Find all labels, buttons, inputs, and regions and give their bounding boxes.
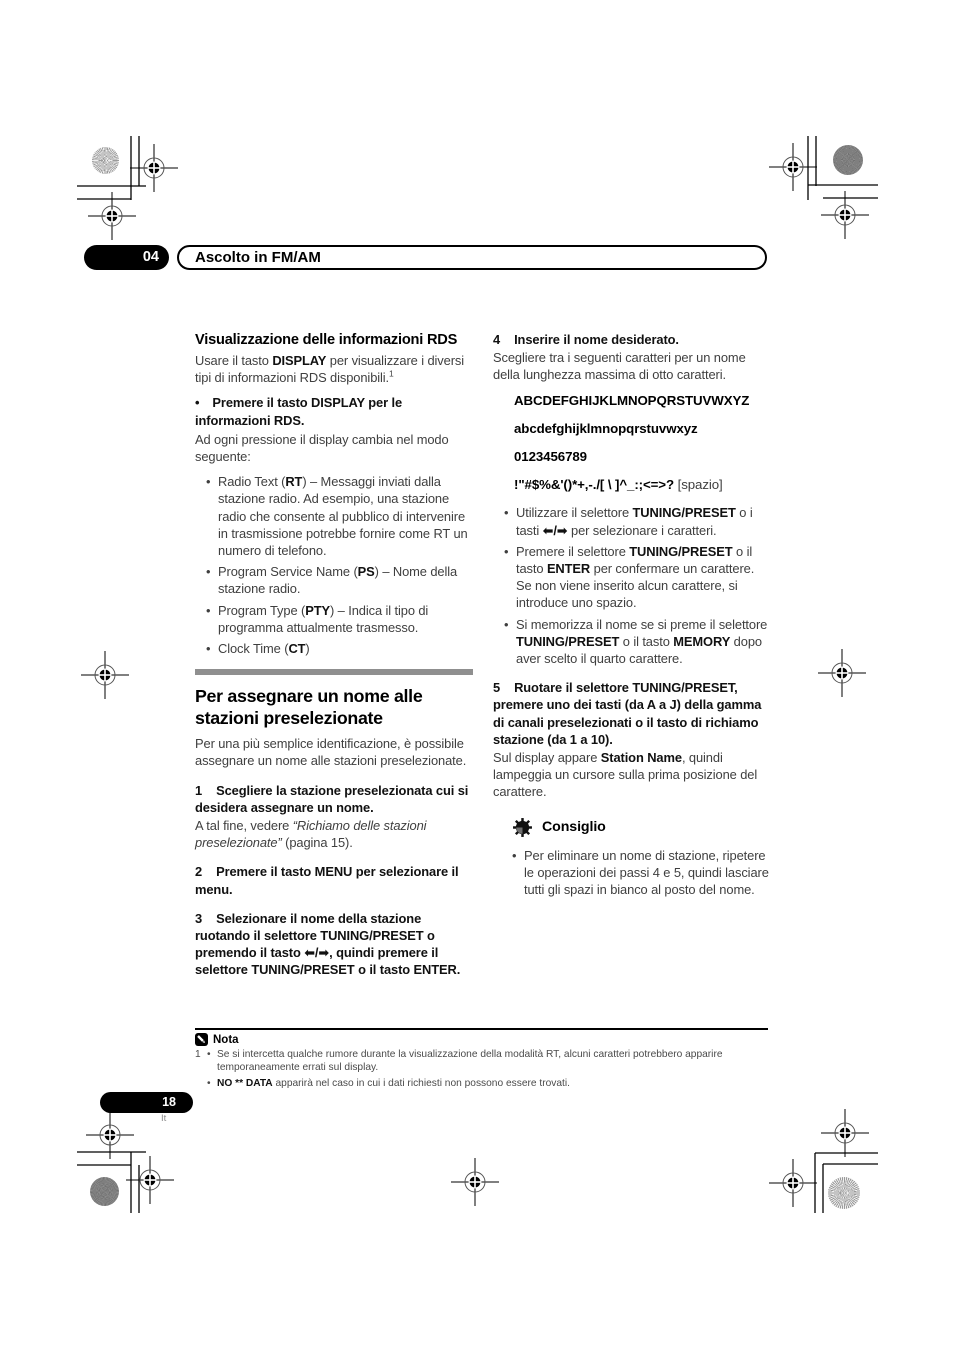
step-2-title: 2 Premere il tasto MENU per selezionare il menu. xyxy=(195,864,459,897)
registration-mark xyxy=(451,1158,499,1206)
charset-uppercase: ABCDEFGHIJKLMNOPQRSTUVWXYZ xyxy=(514,392,750,408)
naming-intro: Per una più semplice identificazione, è possibile assegnare un nome alle stazioni preselezionate. xyxy=(195,736,467,769)
language-label: It xyxy=(161,1113,167,1124)
charset-symbols: !"#$%&'()*+,-./[ \ ]^_:;<=>? [spazio] xyxy=(514,477,723,493)
registration-mark xyxy=(86,1111,134,1159)
page-number: 18 xyxy=(162,1095,176,1109)
note-label: Nota xyxy=(213,1033,239,1046)
step-1-body: A tal fine, vedere “Richiamo delle stazioni preselezionate” (pagina 15). xyxy=(195,818,427,851)
tip-heading: Consiglio xyxy=(542,818,606,835)
arrow-keys-icon: ⬅/➡ xyxy=(542,522,568,538)
footnote-reference: 1 xyxy=(389,368,394,379)
naming-section-heading: Per assegnare un nome alle stazioni preselezionate xyxy=(195,686,423,729)
charset-lowercase: abcdefghijklmnopqrstuvwxyz xyxy=(514,420,698,436)
tip-text: • Per eliminare un nome di stazione, ripetere le operazioni dei passi 4 e 5, quindi lasciare tutti gli spazi in bianco al posto del nome. xyxy=(512,847,771,899)
step-3-title: 3 Selezionare il nome della stazione ruotando il selettore TUNING/PRESET o premendo il tasto ⬅/➡, quindi premere il selettore TUNING/PRESET o il tasto ENTER. xyxy=(195,910,461,978)
rds-section-heading: Visualizzazione delle informazioni RDS xyxy=(195,332,458,348)
registration-mark xyxy=(821,191,869,239)
chapter-title-box xyxy=(177,245,767,270)
footnote-bullet xyxy=(207,1048,217,1075)
entry-instruction-item: • Utilizzare il selettore TUNING/PRESET o i tasti ⬅/➡ per selezionare i caratteri. xyxy=(504,504,771,538)
step-number: 5 xyxy=(493,680,501,696)
space-label: [spazio] xyxy=(677,477,723,493)
registration-mark xyxy=(769,143,817,191)
chapter-number: 04 xyxy=(142,249,159,265)
display-cycle-note: Ad ogni pressione il display cambia nel modo seguente: xyxy=(195,431,449,465)
footnote-number: 1 xyxy=(195,1049,201,1060)
registration-mark xyxy=(130,144,178,192)
tip-section xyxy=(493,817,771,899)
step-4-body: Scegliere tra i seguenti caratteri per un nome della lunghezza massima di otto caratteri. xyxy=(493,350,746,383)
character-set-list xyxy=(493,392,771,494)
rds-type-list xyxy=(195,473,473,657)
rds-type-item-rt: • Radio Text (RT) – Messaggi inviati dalla stazione radio. Ad esempio, una stazione radio che consente al pubblico di intervenire in trasmissione potrebbe fornire come RT un numero di telefono. xyxy=(206,473,473,559)
rds-intro: Usare il tasto DISPLAY per visualizzare i diversi tipi di informazioni RDS disponibili.$^1$ xyxy=(195,353,465,386)
chapter-number-badge xyxy=(84,245,169,270)
step-5-title: 5 Ruotare il selettore TUNING/PRESET, premere uno dei tasti (da A a J) della gamma di canali preselezionati o il tasto di richiamo stazione (da 1 a 10). xyxy=(493,680,762,747)
step-number: 1 xyxy=(195,782,203,798)
halftone-dot-top-left xyxy=(92,147,119,174)
rds-type-item-ct: • Clock Time (CT) xyxy=(206,640,473,657)
registration-mark xyxy=(126,1156,174,1204)
left-column xyxy=(195,331,473,980)
footnote-bullet xyxy=(207,1077,217,1090)
note-section xyxy=(195,1028,768,1090)
step-5-body: Sul display appare Station Name, quindi lampeggia un cursore sulla prima posizione del carattere. xyxy=(493,750,758,800)
chapter-title: Ascolto in FM/AM xyxy=(195,249,321,266)
entry-instruction-item: • Premere il selettore TUNING/PRESET o il tasto ENTER per confermare un carattere. Se non viene inserito alcun carattere, si introduce uno spazio. xyxy=(504,543,771,612)
pencil-note-icon xyxy=(195,1033,208,1046)
entry-instruction-list xyxy=(493,504,771,667)
step-number: 4 xyxy=(493,332,501,347)
section-divider xyxy=(195,669,473,675)
halftone-dot-bottom-left xyxy=(90,1177,119,1206)
registration-mark xyxy=(81,651,129,699)
right-column xyxy=(493,331,771,902)
press-display-action: • Premere il tasto DISPLAY per le informazioni RDS. xyxy=(195,394,473,428)
rds-type-item-ps: • Program Service Name (PS) – Nome della stazione radio. xyxy=(206,563,473,597)
gear-icon xyxy=(512,817,533,838)
note-rule xyxy=(195,1028,768,1030)
halftone-dot-bottom-right xyxy=(828,1177,860,1209)
halftone-dot-top-right xyxy=(833,145,863,175)
page-number-badge xyxy=(100,1092,193,1113)
entry-instruction-item: • Si memorizza il nome se si preme il selettore TUNING/PRESET o il tasto MEMORY dopo aver scelto il quarto carattere. xyxy=(504,616,771,668)
footnote-2: • NO ** DATA apparirà nel caso in cui i dati richiesti non possono essere trovati. xyxy=(195,1077,768,1090)
charset-digits: 0123456789 xyxy=(514,449,587,465)
step-1-title: 1 Scegliere la stazione preselezionata cui si desidera assegnare un nome. xyxy=(195,782,469,815)
step-4-title: 4 Inserire il nome desiderato. xyxy=(493,332,679,347)
footnote-list xyxy=(195,1048,768,1090)
footnote-1: 1 • Se si intercetta qualche rumore durante la visualizzazione della modalità RT, alcuni caratteri potrebbero apparire temporaneamente errati sul display. xyxy=(195,1048,768,1075)
registration-mark xyxy=(818,649,866,697)
step-number: 3 xyxy=(195,910,203,926)
note-header xyxy=(195,1033,768,1046)
registration-mark xyxy=(88,192,136,240)
cross-reference: “Richiamo delle stazioni preselezionate” xyxy=(195,818,427,851)
rds-type-item-pty: • Program Type (PTY) – Indica il tipo di programma attualmente trasmesso. xyxy=(206,602,473,636)
tip-list xyxy=(512,847,771,899)
tip-header xyxy=(512,817,771,838)
step-number: 2 xyxy=(195,864,203,880)
registration-mark xyxy=(769,1159,817,1207)
registration-mark xyxy=(821,1109,869,1157)
